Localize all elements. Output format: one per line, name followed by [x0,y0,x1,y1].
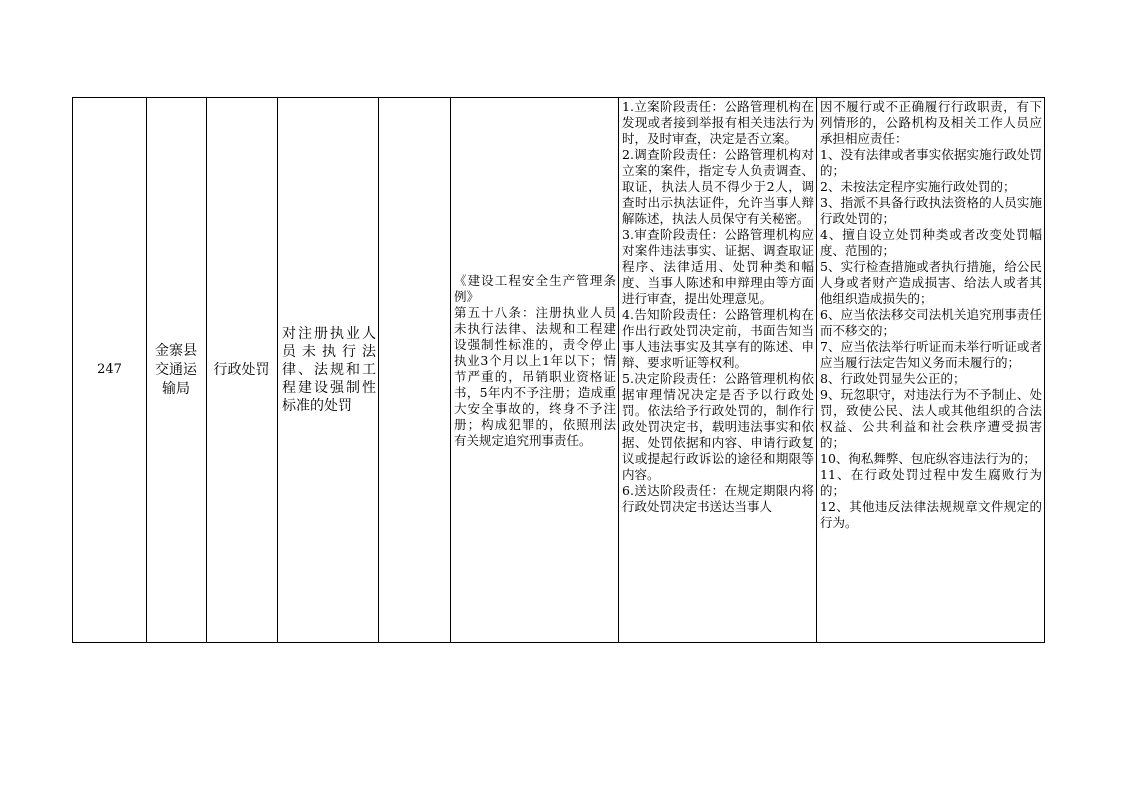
category-cell [206,98,277,642]
legal-basis-cell [451,98,618,642]
responsibility-cell [619,98,816,642]
legal-basis-text: 《建设工程安全生产管理条例》 第五十八条：注册执业人员未执行法律、法规和工程建设强制性标准的，责令停止执业3个月以上1年以下；情节严重的，吊销职业资格证书，5年内不予注册；造成重大安全事故的，终身不予注册；构成犯罪的，依照刑法有关规定追究刑事责任。 [454,273,616,448]
row-number: 247 [97,362,122,377]
responsibility-text: 1.立案阶段责任：公路管理机构在发现或者接到举报有相关违法行为时，及时审查，决定是否立案。 2.调查阶段责任：公路管理机构对立案的案件，指定专人负责调查、取证，执法人员不得少于2人，调查时出示执法证件，允许当事人辩解陈述，执法人员保守有关秘密。 3.审查阶段责任：公路管理机构应对案件违法事实、证据、调查取证程序、法律适用、处罚种类和幅度、当事人陈述和申辩理由等方面进行审查，提出处理意见。 4.告知阶段责任：公路管理机构在作出行政处罚决定前，书面告知当事人违法事实及其享有的陈述、申辩、要求听证等权利。 5.决定阶段责任：公路管理机构依据审理情况决定是否予以行政处罚。依法给予行政处罚的，制作行政处罚决定书，载明违法事实和依据、处罚依据和内容、申请行政复议或提起行政诉讼的途径和期限等内容。 6.送达阶段责任：在规定期限内将行政处罚决定书送达当事人 [622,99,814,514]
power-item-name: 对注册执业人员未执行法律、法规和工程建设强制性标准的处罚 [282,326,376,414]
sub-item-cell [379,98,450,642]
accountability-cell [817,98,1044,642]
power-category: 行政处罚 [213,362,270,378]
department-cell [146,98,206,642]
accountability-text: 因不履行或不正确履行行政职责，有下列情形的，公路机构及相关工作人员应承担相应责任： 1、没有法律或者事实依据实施行政处罚的； 2、未按法定程序实施行政处罚的； 3、指派不具备行政执法资格的人员实施行政处罚的； 4、擅自设立处罚种类或者改变处罚幅度、范围的； 5、实行检查措施或者执行措施，给公民人身或者财产造成损害、给法人或者其他组织造成损失的； 6、应当依法移交司法机关追究刑事责任而不移交的； 7、应当依法举行听证而未举行听证或者应当履行法定告知义务而未履行的； 8、行政处罚显失公正的； 9、玩忽职守，对违法行为不予制止、处罚，致使公民、法人或其他组织的合法权益、公共利益和社会秩序遭受损害的； 10、徇私舞弊、包庇纵容违法行为的； 11、在行政处罚过程中发生腐败行为的； 12、其他违反法律法规规章文件规定的行为。 [820,99,1042,530]
department-name: 金寨县交通运输局 [155,342,197,397]
row-number-cell [73,98,146,642]
item-name-cell [278,98,378,642]
power-list-table [72,97,1045,643]
